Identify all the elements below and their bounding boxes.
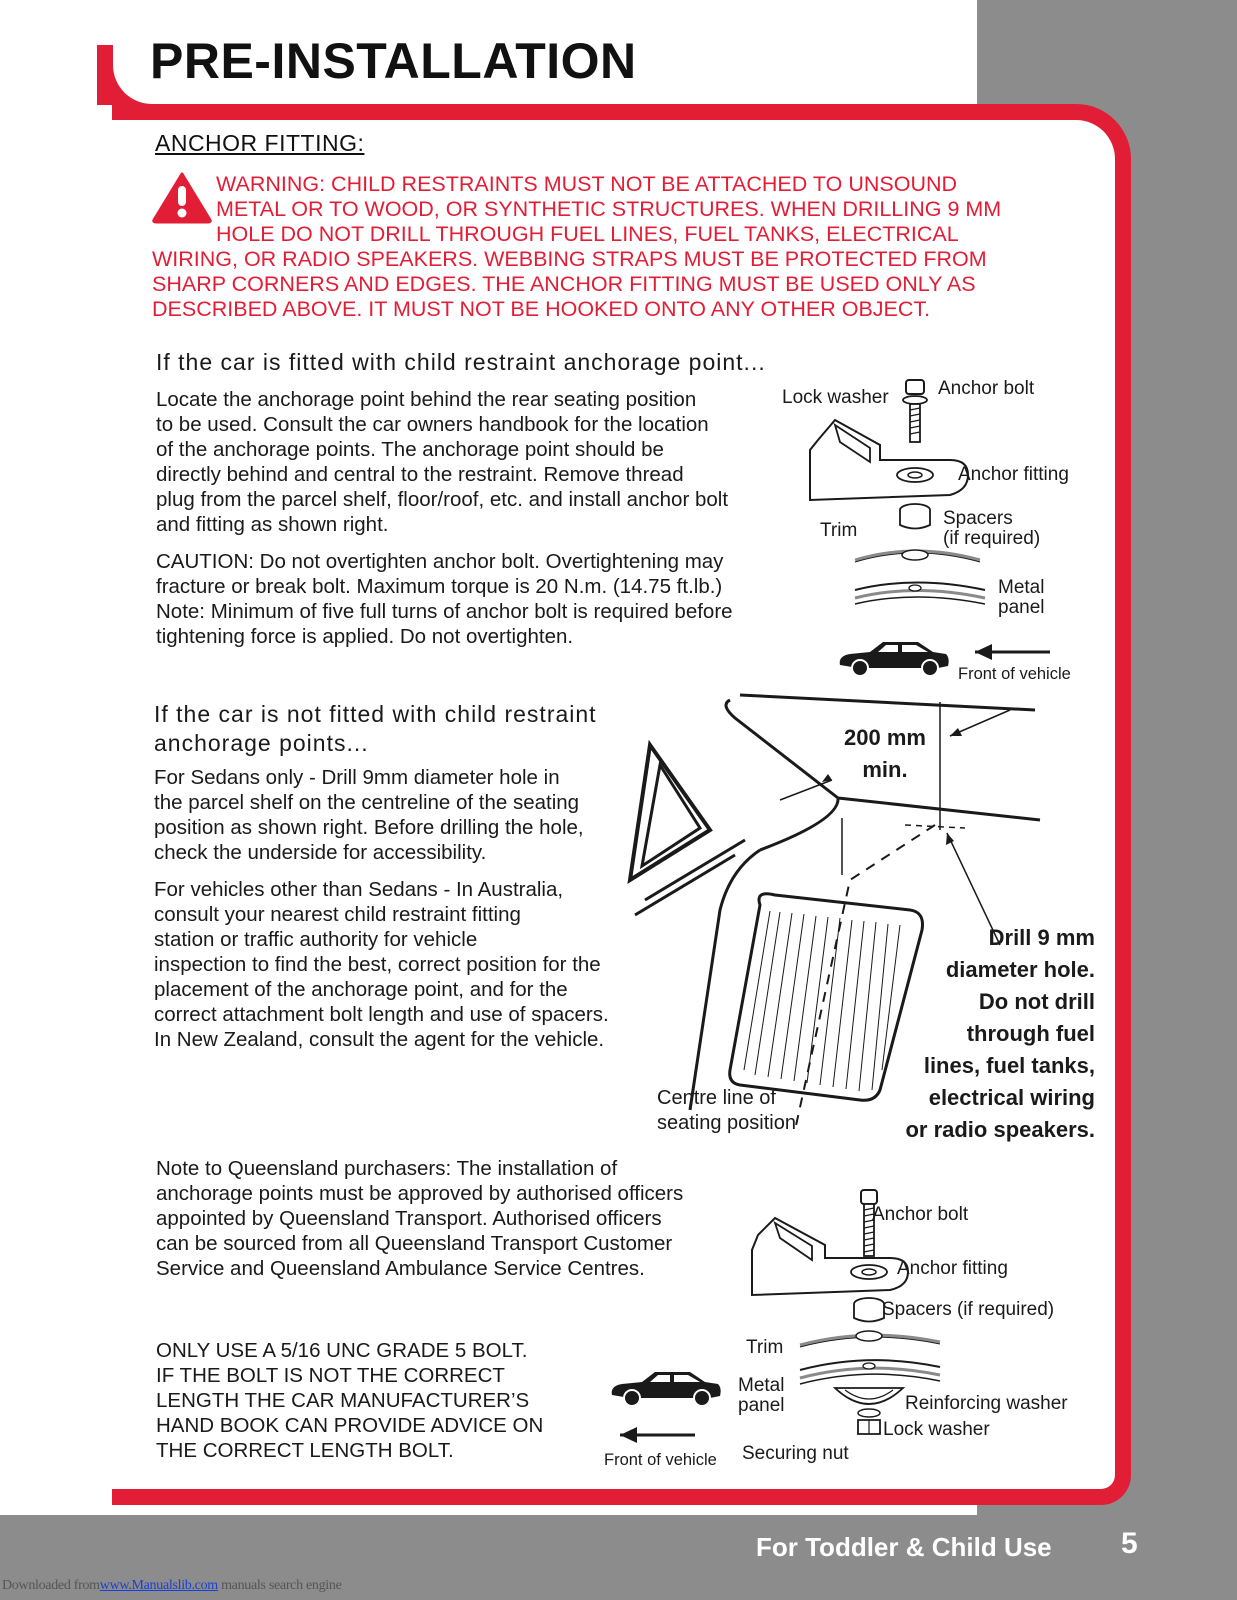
caution-text-line: tightening force is applied. Do not overtighten. xyxy=(156,625,574,648)
drill-warning-line: Drill 9 mm xyxy=(988,925,1095,950)
queensland-note-line: Service and Queensland Ambulance Service Centres. xyxy=(156,1257,645,1280)
drill-warning-line: through fuel xyxy=(966,1021,1095,1046)
other-vehicles-text-line: correct attachment bolt length and use of spacers. xyxy=(154,1003,609,1026)
page-number: 5 xyxy=(1121,1527,1138,1560)
bolt-note-line: THE CORRECT LENGTH BOLT. xyxy=(156,1439,454,1462)
if-required-label: (if required) xyxy=(943,528,1041,549)
trim-label: Trim xyxy=(746,1337,784,1358)
trim-label: Trim xyxy=(820,520,858,541)
caution-text-line: CAUTION: Do not overtighten anchor bolt. Overtightening may xyxy=(156,550,724,573)
not-fitted-heading: If the car is not fitted with child restraint xyxy=(154,701,597,727)
lock-washer-label: Lock washer xyxy=(782,387,889,408)
fitted-text-line: plug from the parcel shelf, floor/roof, etc. and install anchor bolt xyxy=(156,488,729,511)
fitted-text-line: Locate the anchorage point behind the rear seating position xyxy=(156,388,697,411)
other-vehicles-text-line: For vehicles other than Sedans - In Australia, xyxy=(154,878,564,901)
drill-warning-line: lines, fuel tanks, xyxy=(923,1053,1095,1078)
drill-warning-line: diameter hole. xyxy=(945,957,1095,982)
warning-icon xyxy=(152,172,212,224)
warning-line: WIRING, OR RADIO SPEAKERS. WEBBING STRAPS MUST BE PROTECTED FROM xyxy=(152,247,987,271)
dimension-label: 200 mm xyxy=(844,725,926,750)
bolt-note-line: LENGTH THE CAR MANUFACTURER’S xyxy=(156,1389,530,1412)
warning-line: HOLE DO NOT DRILL THROUGH FUEL LINES, FUEL TANKS, ELECTRICAL xyxy=(216,222,959,246)
fitted-text-line: directly behind and central to the restraint. Remove thread xyxy=(156,463,684,486)
other-vehicles-text-line: In New Zealand, consult the agent for the vehicle. xyxy=(154,1028,605,1051)
warning-line: DESCRIBED ABOVE. IT MUST NOT BE HOOKED ONTO ANY OTHER OBJECT. xyxy=(152,297,931,321)
panel-label: panel xyxy=(998,597,1045,618)
bolt-note-line: ONLY USE A 5/16 UNC GRADE 5 BOLT. xyxy=(156,1339,528,1362)
section-heading: ANCHOR FITTING: xyxy=(155,130,365,156)
download-suffix: manuals search engine xyxy=(217,1578,342,1593)
manualslib-link[interactable]: www.Manualslib.com xyxy=(99,1578,218,1593)
queensland-note-line: anchorage points must be approved by authorised officers xyxy=(156,1182,684,1205)
caution-text-line: fracture or break bolt. Maximum torque is 20 N.m. (14.75 ft.lb.) xyxy=(156,575,723,598)
centre-line-label: Centre line of xyxy=(657,1087,776,1109)
footer-text: For Toddler & Child Use xyxy=(756,1532,1052,1562)
anchor-fitting-label: Anchor fitting xyxy=(897,1258,1008,1279)
car-front-indicator xyxy=(600,1370,740,1450)
metal-label: Metal xyxy=(998,577,1045,598)
sedans-text-line: the parcel shelf on the centreline of the seating xyxy=(154,791,580,814)
dimension-label: min. xyxy=(862,757,908,782)
warning-line: METAL OR TO WOOD, OR SYNTHETIC STRUCTURES. WHEN DRILLING 9 MM xyxy=(216,197,1002,221)
drill-warning-line: or radio speakers. xyxy=(905,1117,1095,1142)
bolt-note-line: IF THE BOLT IS NOT THE CORRECT xyxy=(156,1364,505,1387)
queensland-note-line: can be sourced from all Queensland Transport Customer xyxy=(156,1232,673,1255)
other-vehicles-text-line: inspection to find the best, correct position for the xyxy=(154,953,601,976)
sedans-text-line: position as shown right. Before drilling the hole, xyxy=(154,816,584,839)
lock-washer-label: Lock washer xyxy=(883,1419,990,1440)
panel-label: panel xyxy=(738,1395,785,1416)
drill-warning-line: electrical wiring xyxy=(928,1085,1095,1110)
bolt-note-line: HAND BOOK CAN PROVIDE ADVICE ON xyxy=(156,1414,544,1437)
fitted-text-line: and fitting as shown right. xyxy=(156,513,389,536)
anchor-bolt-label: Anchor bolt xyxy=(872,1204,969,1225)
queensland-note-line: Note to Queensland purchasers: The installation of xyxy=(156,1157,618,1180)
download-note xyxy=(2,1578,342,1594)
caution-text-line: Note: Minimum of five full turns of anchor bolt is required before xyxy=(156,600,733,623)
warning-line: SHARP CORNERS AND EDGES. THE ANCHOR FITTING MUST BE USED ONLY AS xyxy=(152,272,976,296)
metal-label: Metal xyxy=(738,1375,785,1396)
front-of-vehicle-label: Front of vehicle xyxy=(958,665,1071,683)
page-title: PRE-INSTALLATION xyxy=(150,33,637,89)
securing-nut-label: Securing nut xyxy=(742,1443,849,1464)
spacers-label: Spacers (if required) xyxy=(882,1299,1055,1320)
front-of-vehicle-label: Front of vehicle xyxy=(604,1451,717,1469)
fitted-text-line: to be used. Consult the car owners handbook for the location xyxy=(156,413,709,436)
fitted-heading: If the car is fitted with child restraint anchorage point... xyxy=(156,349,766,375)
reinforcing-washer-label: Reinforcing washer xyxy=(905,1393,1068,1414)
queensland-note-line: appointed by Queensland Transport. Authorised officers xyxy=(156,1207,662,1230)
spacers-label: Spacers xyxy=(943,508,1013,529)
warning-line: WARNING: CHILD RESTRAINTS MUST NOT BE ATTACHED TO UNSOUND xyxy=(216,172,958,196)
anchor-fitting-label: Anchor fitting xyxy=(958,464,1069,485)
drill-warning-line: Do not drill xyxy=(978,989,1095,1014)
sedans-text-line: For Sedans only - Drill 9mm diameter hole in xyxy=(154,766,560,789)
download-prefix: Downloaded from xyxy=(2,1578,100,1593)
sedans-text-line: check the underside for accessibility. xyxy=(154,841,487,864)
not-fitted-heading: anchorage points... xyxy=(154,730,369,756)
other-vehicles-text-line: consult your nearest child restraint fitting xyxy=(154,903,521,926)
other-vehicles-text-line: placement of the anchorage point, and for the xyxy=(154,978,568,1001)
red-header-stub xyxy=(97,45,113,105)
centre-line-label: seating position xyxy=(657,1112,796,1134)
other-vehicles-text-line: station or traffic authority for vehicle xyxy=(154,928,478,951)
fitted-text-line: of the anchorage points. The anchorage point should be xyxy=(156,438,664,461)
anchor-bolt-label: Anchor bolt xyxy=(938,378,1035,399)
